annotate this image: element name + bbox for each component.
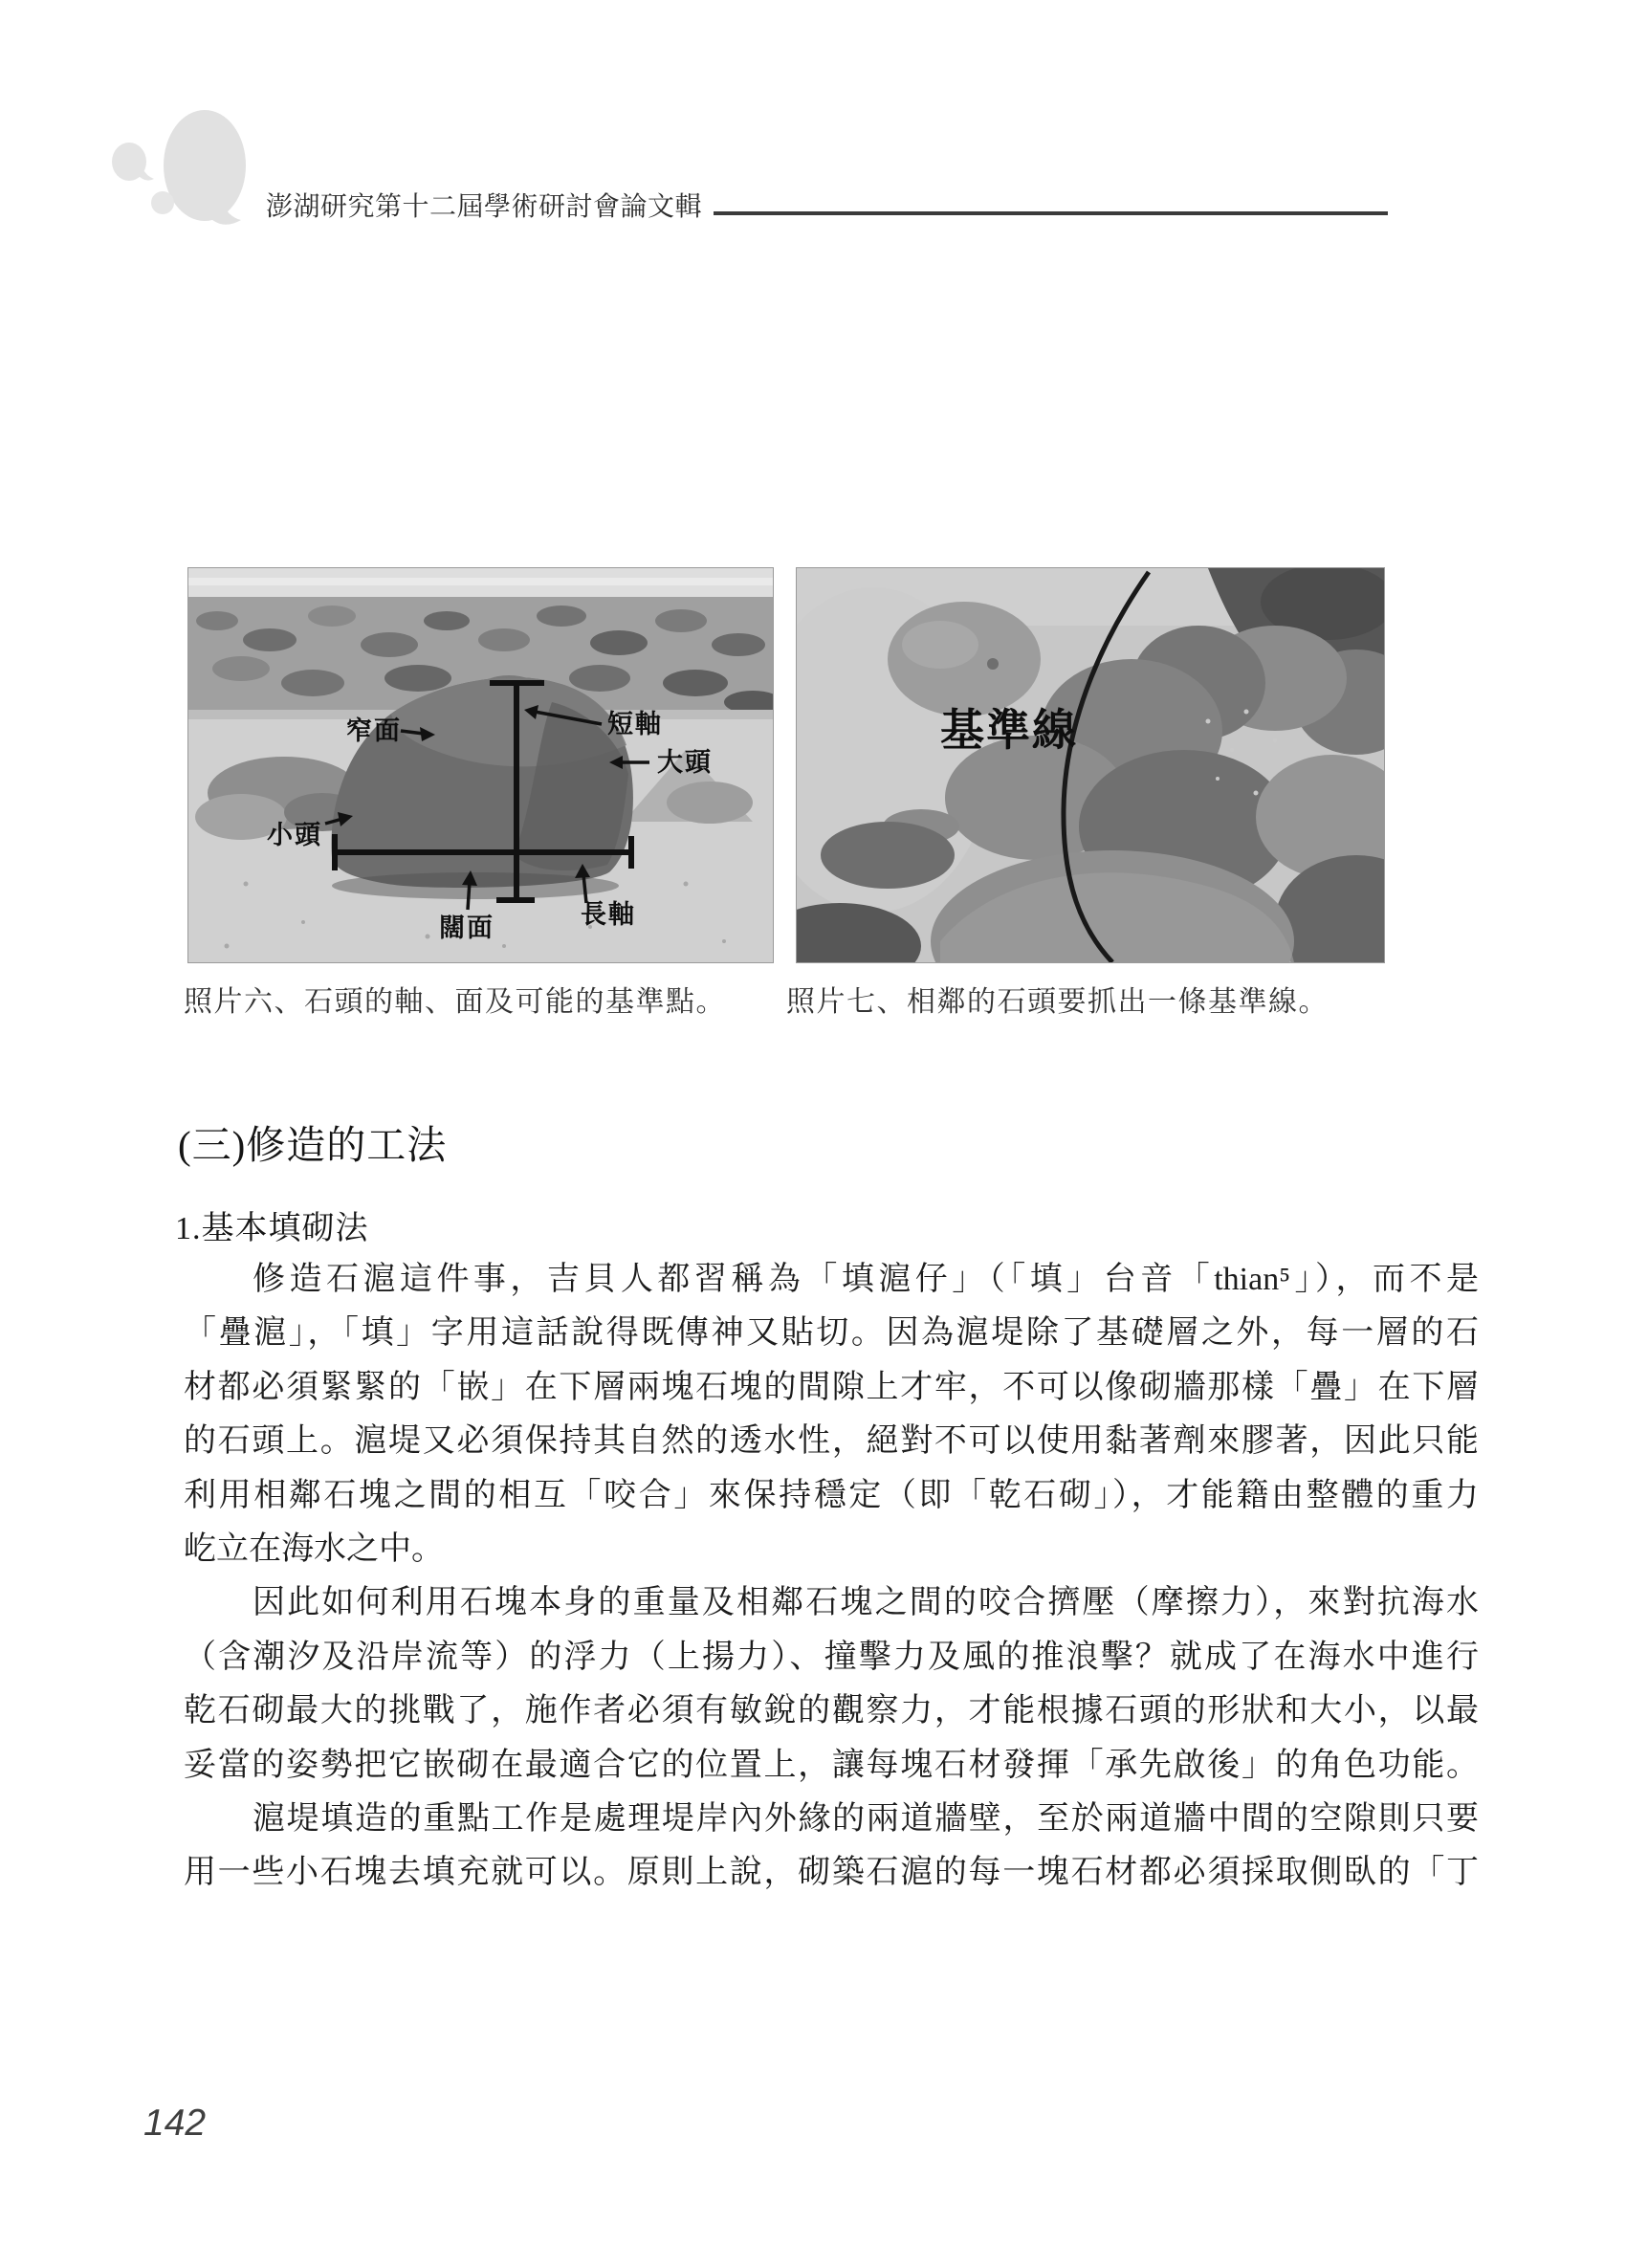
- subsection-heading: 1.基本填砌法: [175, 1211, 369, 1246]
- header-rule: [714, 211, 1388, 215]
- annotation-baseline: 基準線: [940, 705, 1078, 755]
- body-line: 「疊滬」，「填」字用這話說得既傳神又貼切。因為滬堤除了基礎層之外，每一層的石: [184, 1315, 1479, 1352]
- section-heading: (三)修造的工法: [178, 1123, 448, 1167]
- speech-bubbles-icon: [108, 101, 261, 235]
- body-line: 利用相鄰石塊之間的相互「咬合」來保持穩定（即「乾石砌」），才能籍由整體的重力: [184, 1477, 1479, 1513]
- body-line: （含潮汐及沿岸流等）的浮力（上揚力）、撞擊力及風的推浪擊？就成了在海水中進行: [184, 1639, 1479, 1675]
- photo7-image: [797, 568, 1384, 962]
- annotation-short-axis: 短軸: [607, 710, 663, 738]
- body-line: 修造石滬這件事，吉貝人都習稱為「填滬仔」（「填」台音「thian⁵」），而不是: [253, 1262, 1479, 1297]
- body-text: [184, 1253, 1479, 1901]
- body-line: 妥當的姿勢把它嵌砌在最適合它的位置上，讓每塊石材發揮「承先啟後」的角色功能。: [184, 1747, 1479, 1783]
- annotation-long-axis: 長軸: [581, 900, 636, 929]
- body-line: 屹立在海水之中。: [184, 1531, 444, 1568]
- body-line: 滬堤填造的重點工作是處理堤岸內外緣的兩道牆壁，至於兩道牆中間的空隙則只要: [253, 1801, 1479, 1838]
- body-line: 材都必須緊緊的「嵌」在下層兩塊石塊的間隙上才牢，不可以像砌牆那樣「疊」在下層: [184, 1369, 1479, 1405]
- header-title: 澎湖研究第十二屆學術研討會論文輯: [266, 191, 703, 221]
- photo6-caption: 照片六、石頭的軸、面及可能的基準點。: [184, 986, 726, 1018]
- annotation-narrow-face: 窄面: [346, 716, 402, 745]
- body-line: 用一些小石塊去填充就可以。原則上說，砌築石滬的每一塊石材都必須採取側臥的「丁: [184, 1855, 1479, 1891]
- annotation-wide-face: 闊面: [439, 914, 494, 942]
- figure-photo6: [187, 567, 774, 963]
- photo6-image: [188, 568, 773, 962]
- photo7-caption: 照片七、相鄰的石頭要抓出一條基準線。: [786, 986, 1329, 1018]
- annotation-small-head: 小頭: [267, 821, 322, 849]
- page-number: 142: [143, 2103, 207, 2144]
- body-line: 乾石砌最大的挑戰了，施作者必須有敏銳的觀察力，才能根據石頭的形狀和大小，以最: [184, 1693, 1479, 1729]
- figure-photo7: [796, 567, 1385, 963]
- body-line: 因此如何利用石塊本身的重量及相鄰石塊之間的咬合擠壓（摩擦力），來對抗海水: [253, 1585, 1479, 1621]
- body-line: 的石頭上。滬堤又必須保持其自然的透水性，絕對不可以使用黏著劑來膠著，因此只能: [184, 1423, 1479, 1460]
- conference-logo: [108, 101, 261, 240]
- annotation-big-head: 大頭: [657, 748, 713, 777]
